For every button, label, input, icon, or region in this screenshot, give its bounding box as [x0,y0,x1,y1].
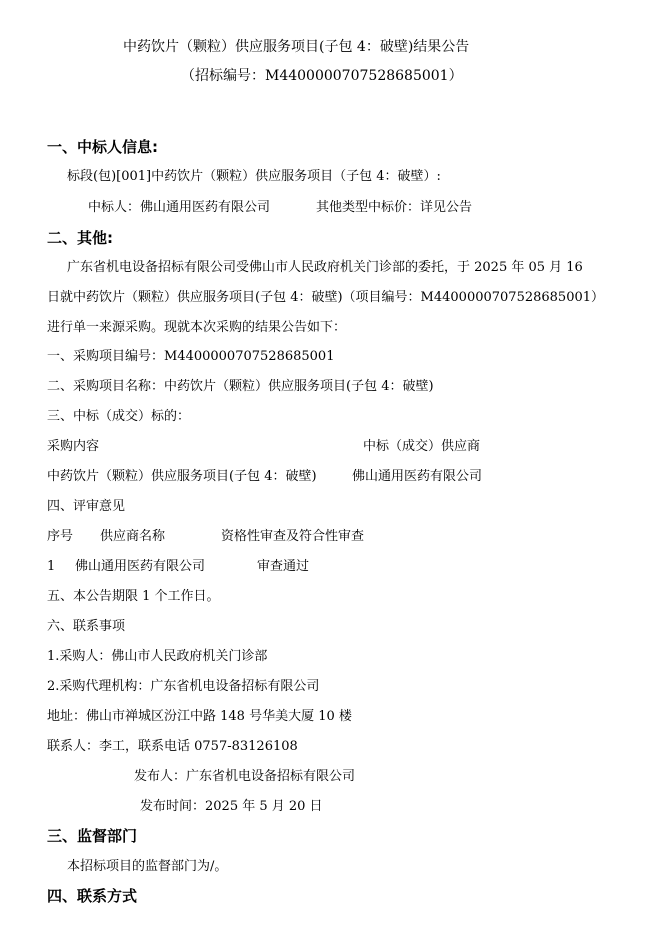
item-project-number: 一、采购项目编号：M4400000707528685001 [47,349,335,364]
publish-time-text: 发布时间：2025 年 5 月 20 日 [140,799,323,814]
table2-row-supplier: 佛山通用医药有限公司 [75,559,206,574]
table2-header-review: 资格性审查及符合性审查 [221,529,365,544]
buyer-text: 1.采购人：佛山市人民政府机关门诊部 [47,649,268,664]
winner-text: 中标人：佛山通用医药有限公司 [88,200,271,215]
section-2-heading: 二、其他: [47,229,113,247]
agency-text: 2.采购代理机构：广东省机电设备招标有限公司 [47,679,320,694]
section-1-heading: 一、中标人信息: [47,138,158,156]
table1-header-supplier: 中标（成交）供应商 [363,439,481,454]
section-3-heading: 三、监督部门 [47,827,138,845]
publisher-text: 发布人：广东省机电设备招标有限公司 [134,769,356,784]
table1-row-content: 中药饮片（颗粒）供应服务项目(子包 4：破壁) [47,469,317,484]
table2-row-no: 1 [47,559,56,574]
paragraph-line-3: 进行单一来源采购。现就本次采购的结果公告如下： [47,320,347,335]
table2-row-result: 审查通过 [257,559,310,574]
price-text: 其他类型中标价：详见公告 [316,200,473,215]
table1-row-supplier: 佛山通用医药有限公司 [352,469,483,484]
item-contact-matters: 六、联系事项 [47,619,126,634]
address-text: 地址：佛山市禅城区汾江中路 148 号华美大厦 10 楼 [47,709,352,724]
table1-header-content: 采购内容 [47,439,100,454]
item-project-name: 二、采购项目名称：中药饮片（颗粒）供应服务项目(子包 4：破壁) [47,379,434,394]
section-4-heading: 四、联系方式 [47,887,138,905]
title-line-2: （招标编号：M4400000707528685001） [181,68,463,84]
item-notice-period: 五、本公告期限 1 个工作日。 [47,589,220,604]
lot-text: 标段(包)[001]中药饮片（颗粒）供应服务项目（子包 4：破壁）: [67,169,441,184]
item-award-subject: 三、中标（成交）标的： [47,409,191,424]
supervision-text: 本招标项目的监督部门为/。 [67,859,228,874]
table2-header-no: 序号 [47,529,74,544]
contact-text: 联系人：李工，联系电话 0757-83126108 [47,739,298,754]
paragraph-line-1: 广东省机电设备招标有限公司受佛山市人民政府机关门诊部的委托，于 2025 年 05 月 16 [67,260,583,275]
item-review-opinion: 四、评审意见 [47,499,126,514]
paragraph-line-2: 日就中药饮片（颗粒）供应服务项目(子包 4：破壁)（项目编号：M4400000707528685001） [47,290,605,305]
title-line-1: 中药饮片（颗粒）供应服务项目(子包 4：破壁)结果公告 [123,39,470,55]
table2-header-supplier: 供应商名称 [100,529,166,544]
